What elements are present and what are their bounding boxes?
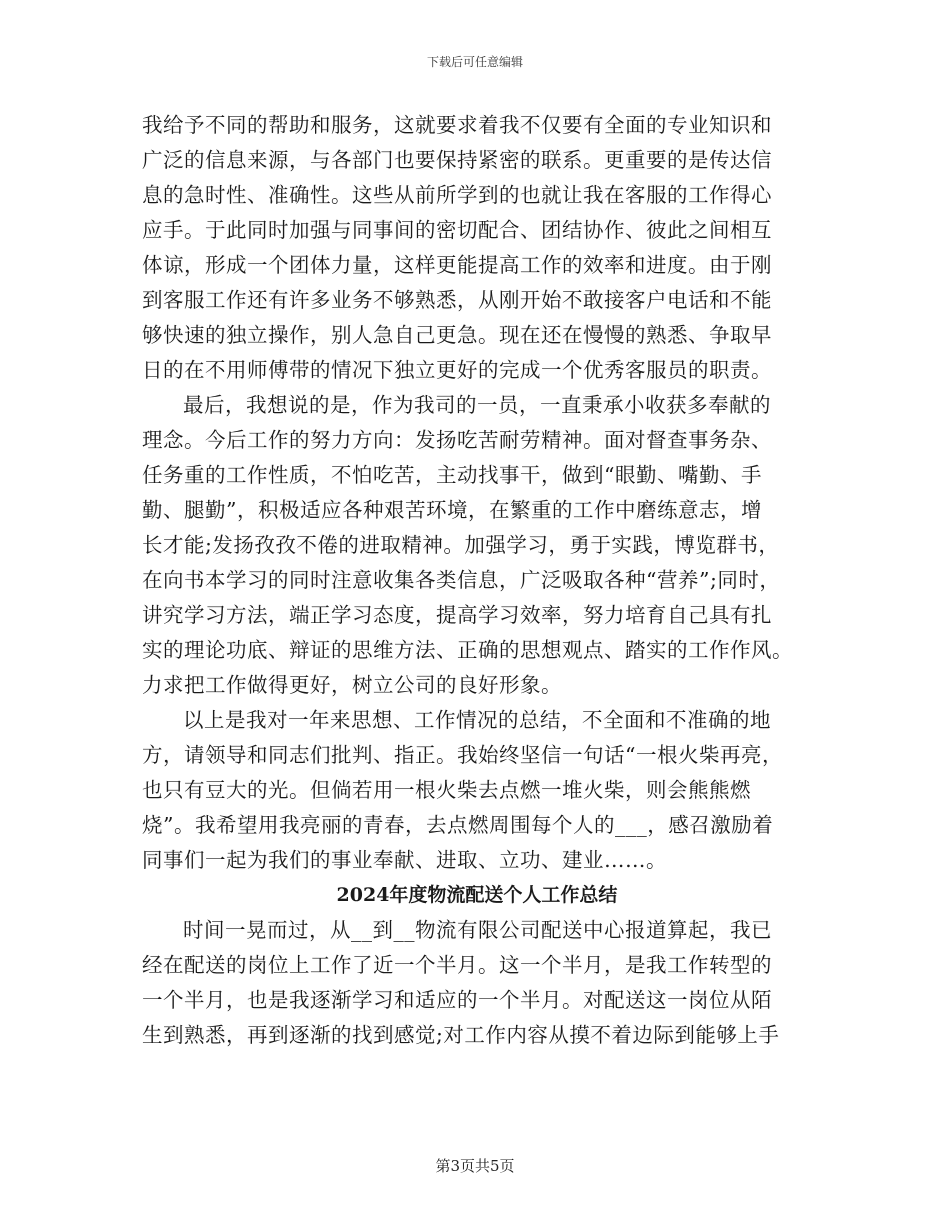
paragraph-closing-thoughts [142, 388, 812, 703]
paragraph-logistics-intro [142, 913, 812, 1053]
text-line: 烧”。我希望用我亮丽的青春，去点燃周围每个人的___，感召激励着 [142, 813, 774, 837]
text-line: 以上是我对一年来思想、工作情况的总结，不全面和不准确的地 [183, 708, 771, 732]
text-line: 够快速的独立操作，别人急自己更急。现在还在慢慢的熟悉、争取早 [142, 323, 772, 347]
text-line: 力求把工作做得更好，树立公司的良好形象。 [142, 673, 562, 697]
page-header-note: 下载后可任意编辑 [426, 55, 523, 69]
text-line: 理念。今后工作的努力方向：发扬吃苦耐劳精神。面对督查事务杂、 [142, 428, 772, 452]
text-line: 方，请领导和同志们批判、指正。我始终坚信一句话“一根火柴再亮， [142, 743, 783, 767]
paragraph-summary [142, 703, 812, 878]
text-line: 最后，我想说的是，作为我司的一员，一直秉承小收获多奉献的 [183, 393, 771, 417]
text-line: 勤、腿勤”，积极适应各种艰苦环境，在繁重的工作中磨练意志，增 [142, 498, 762, 522]
text-line: 到客服工作还有许多业务不够熟悉，从刚开始不敢接客户电话和不能 [142, 288, 772, 312]
text-line: 广泛的信息来源，与各部门也要保持紧密的联系。更重要的是传达信 [142, 148, 772, 172]
document-body [142, 108, 812, 1053]
text-line: 同事们一起为我们的事业奉献、进取、立功、建业……。 [142, 848, 667, 872]
text-line: 生到熟悉，再到逐渐的找到感觉;对工作内容从摸不着边际到能够上手 [142, 1023, 780, 1047]
text-line: 我给予不同的帮助和服务，这就要求着我不仅要有全面的专业知识和 [142, 113, 772, 137]
text-line: 日的在不用师傅带的情况下独立更好的完成一个优秀客服员的职责。 [142, 358, 772, 382]
page-number: 第3页共5页 [435, 1157, 515, 1175]
text-line: 息的急时性、准确性。这些从前所学到的也就让我在客服的工作得心 [142, 183, 772, 207]
text-line: 讲究学习方法，端正学习态度，提高学习效率，努力培育自己具有扎 [142, 603, 772, 627]
text-line: 也只有豆大的光。但倘若用一根火柴去点燃一堆火柴，则会熊熊燃 [142, 778, 751, 802]
text-line: 应手。于此同时加强与同事间的密切配合、团结协作、彼此之间相互 [142, 218, 772, 242]
text-line: 一个半月，也是我逐渐学习和适应的一个半月。对配送这一岗位从陌 [142, 988, 772, 1012]
section-title: 2024年度物流配送个人工作总结 [336, 884, 618, 906]
text-line: 任务重的工作性质，不怕吃苦，主动找事干，做到“眼勤、嘴勤、手 [142, 463, 762, 487]
paragraph-continuation [142, 108, 812, 388]
text-line: 在向书本学习的同时注意收集各类信息，广泛吸取各种“营养”;同时， [142, 568, 781, 592]
text-line: 经在配送的岗位上工作了近一个半月。这一个半月，是我工作转型的 [142, 953, 772, 977]
text-line: 体谅，形成一个团体力量，这样更能提高工作的效率和进度。由于刚 [142, 253, 772, 277]
text-line: 实的理论功底、辩证的思维方法、正确的思想观点、踏实的工作作风。 [142, 638, 793, 662]
text-line: 长才能;发扬孜孜不倦的进取精神。加强学习，勇于实践，博览群书， [142, 533, 780, 557]
text-line: 时间一晃而过，从__到__物流有限公司配送中心报道算起，我已 [183, 918, 772, 942]
